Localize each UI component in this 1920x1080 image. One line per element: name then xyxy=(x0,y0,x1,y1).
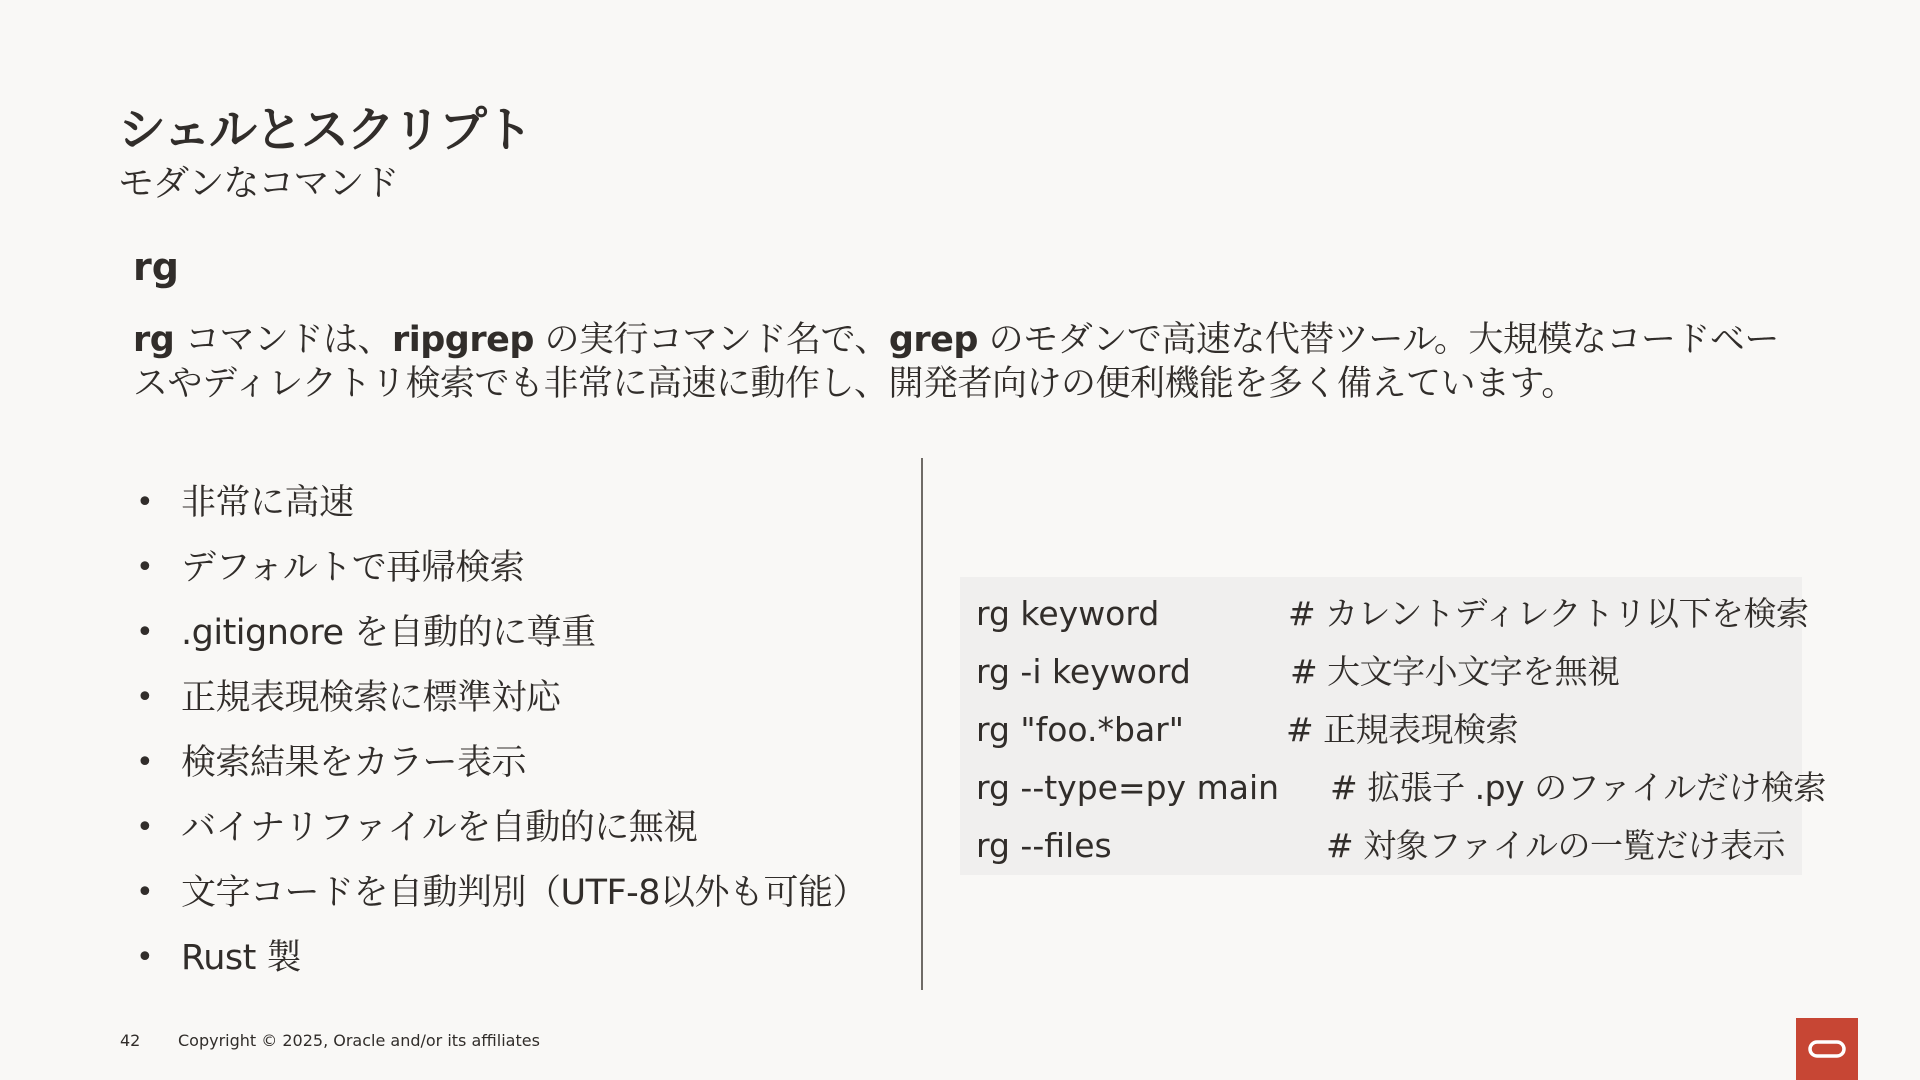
slide-title: シェルとスクリプト xyxy=(118,102,532,158)
code-command: rg --type=py main xyxy=(976,768,1280,807)
oracle-logo xyxy=(1796,1018,1858,1080)
feature-list xyxy=(133,473,893,993)
list-item xyxy=(133,668,893,733)
feature-text: バイナリファイルを自動的に無視 xyxy=(181,808,698,848)
description-bold-rg: rg xyxy=(133,320,175,360)
feature-text: Rust 製 xyxy=(181,938,302,978)
bullet-icon: • xyxy=(136,485,154,520)
section-heading: rg xyxy=(133,245,179,289)
page-number: 42 xyxy=(120,1031,141,1050)
code-command: rg keyword xyxy=(976,594,1160,633)
bullet-icon: • xyxy=(136,810,154,845)
feature-text: デフォルトで再帰検索 xyxy=(181,548,525,588)
code-command: rg "foo.*bar" xyxy=(976,710,1184,749)
feature-text: 非常に高速 xyxy=(181,483,354,523)
description-bold-grep: grep xyxy=(888,320,978,360)
code-comment: # 対象ファイルの一覧だけ表示 xyxy=(1326,826,1785,865)
description-text-2: の実行コマンド名で、 xyxy=(533,320,889,360)
description-text-3: のモダンで高速な代替ツール。大規模なコードベースやディレクトリ検索でも非常に高速に動作し、開発者向けの便利機能を多く備えています。 xyxy=(133,320,1779,404)
oracle-logo-icon xyxy=(1796,1018,1858,1080)
code-command: rg -i keyword xyxy=(976,652,1191,691)
code-comment: # カレントディレクトリ以下を検索 xyxy=(1288,594,1809,633)
feature-text: 正規表現検索に標準対応 xyxy=(181,678,561,718)
bullet-icon: • xyxy=(136,680,154,715)
description-bold-ripgrep: ripgrep xyxy=(391,320,534,360)
code-comment: # 正規表現検索 xyxy=(1286,710,1519,749)
list-item xyxy=(133,603,893,668)
feature-text: .gitignore を自動的に尊重 xyxy=(181,613,596,653)
bullet-icon: • xyxy=(136,615,154,650)
list-item xyxy=(133,733,893,798)
list-item xyxy=(133,863,893,928)
code-example-box xyxy=(960,577,1826,875)
bullet-icon: • xyxy=(136,940,154,975)
list-item xyxy=(133,928,893,993)
code-comment: # 拡張子 .py のファイルだけ検索 xyxy=(1330,768,1826,807)
list-item xyxy=(133,538,893,603)
list-item xyxy=(133,798,893,863)
bullet-icon: • xyxy=(136,550,154,585)
copyright-text: Copyright © 2025, Oracle and/or its affiliates xyxy=(178,1031,540,1050)
column-divider xyxy=(921,458,923,990)
description-text-1: コマンドは、 xyxy=(174,320,392,360)
code-comment: # 大文字小文字を無視 xyxy=(1290,652,1620,691)
bullet-icon: • xyxy=(136,745,154,780)
feature-text: 文字コードを自動判別（UTF-8以外も可能） xyxy=(181,873,868,913)
bullet-icon: • xyxy=(136,875,154,910)
slide-subtitle: モダンなコマンド xyxy=(118,163,399,204)
feature-text: 検索結果をカラー表示 xyxy=(181,743,527,783)
list-item xyxy=(133,473,893,538)
code-command: rg --files xyxy=(976,826,1112,865)
description-paragraph xyxy=(133,318,1793,406)
